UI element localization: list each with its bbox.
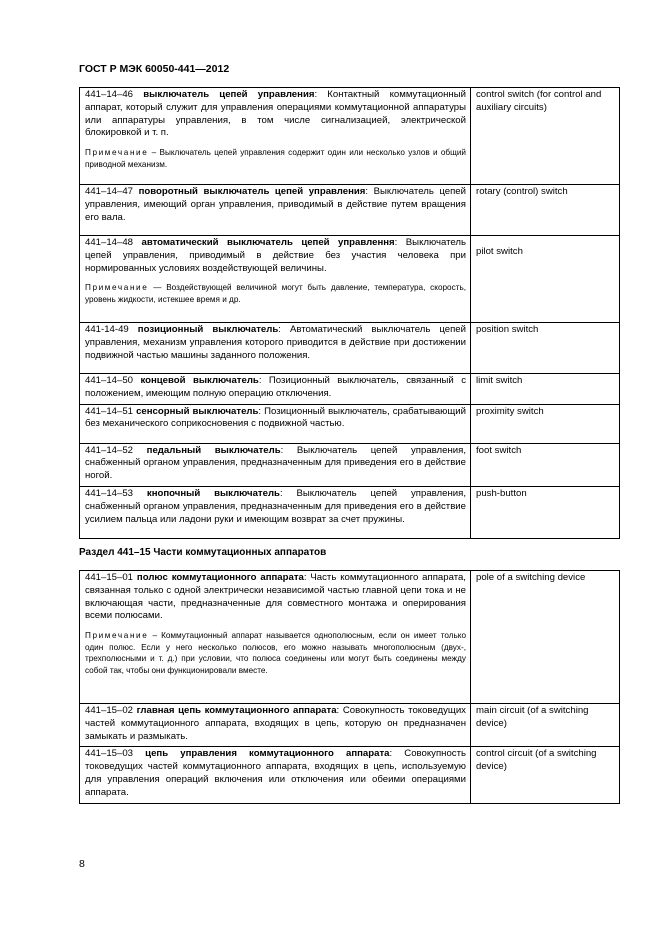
english-term: pilot switch	[476, 246, 523, 257]
term-code: 441–15–02	[85, 705, 134, 716]
term-name: главная цепь коммутационного аппарата	[136, 705, 337, 716]
english-term-cell: limit switch	[471, 374, 620, 405]
term-definition: : Совокупность токоведущих частей коммутационного аппарата, входящих в цепь, которую он предназначен замыкать и размыкать.	[85, 705, 466, 742]
table-row	[80, 486, 620, 538]
terms-table-441-15	[79, 570, 620, 804]
term-name: полюс коммутационного аппарата	[136, 572, 304, 583]
english-term-cell: rotary (control) switch	[471, 185, 620, 236]
english-term-cell: position switch	[471, 323, 620, 374]
english-term-cell: foot switch	[471, 443, 620, 486]
term-definition: : Позиционный выключатель, связанный с положением, имеющим полную операцию отключения.	[85, 375, 466, 399]
term-code: 441–14–52	[85, 444, 134, 456]
term-code: 441–14–48	[85, 237, 134, 248]
table-row	[80, 571, 620, 704]
term-code: 441–14–47	[85, 186, 134, 197]
english-term-cell: pole of a switching device	[471, 571, 620, 704]
term-definition: : Совокупность токоведущих частей коммутационного аппарата, входящих в цепь, используемую для управления операций включения или отключения или обеими операциями аппарата.	[85, 748, 466, 798]
term-cell	[80, 571, 471, 704]
term-code: 441–14–46	[85, 89, 134, 100]
term-code: 441–15–03	[85, 748, 134, 760]
english-term-cell	[471, 236, 620, 323]
table-row	[80, 185, 620, 236]
section-title: Раздел 441–15 Части коммутационных аппаратов	[79, 547, 327, 558]
table-row	[80, 236, 620, 323]
term-cell	[80, 747, 471, 803]
note-text: — Воздействующей величиной могут быть давление, температура, скорость, уровень жидкости, истекшее время и др.	[85, 283, 466, 304]
term-name: автоматический выключатель цепей управлення	[141, 237, 395, 248]
term-code: 441-14-49	[85, 324, 129, 335]
term-name: концевой выключатель	[140, 375, 259, 386]
term-cell	[80, 88, 471, 185]
term-cell	[80, 704, 471, 747]
english-term-cell: control circuit (of a switching device)	[471, 747, 620, 803]
table-row	[80, 323, 620, 374]
term-definition: : Выключатель цепей управления, имеющий орган управления, приводимый в действие путем вращения его вала.	[85, 186, 466, 223]
term-cell	[80, 236, 471, 323]
note-text: – Выключатель цепей управления содержит один или несколько узлов и общий приводной механизм.	[85, 148, 466, 169]
term-code: 441–14–50	[85, 375, 134, 386]
term-cell	[80, 404, 471, 443]
term-code: 441–14–51	[85, 405, 134, 417]
term-code: 441–15–01	[85, 572, 134, 583]
english-term-cell: main circuit (of a switching device)	[471, 704, 620, 747]
term-name: кнопочный выключатель	[146, 487, 280, 499]
note-label: Примечание	[85, 631, 149, 641]
term-name: цепь управления коммутационного аппарата	[145, 748, 390, 760]
page-number: 8	[79, 858, 85, 870]
term-note	[85, 630, 466, 676]
term-code: 441–14–53	[85, 487, 134, 499]
term-name: педальный выключатель	[146, 444, 281, 456]
table-row	[80, 747, 620, 803]
document-header: ГОСТ Р МЭК 60050-441—2012	[79, 63, 230, 75]
term-definition: : Выключатель цепей управления, снабженный органом управления, предназначенным для приведения его в действие ногой.	[85, 444, 466, 482]
term-name: выключатель цепей управления	[143, 89, 315, 100]
term-cell	[80, 374, 471, 405]
table-row	[80, 88, 620, 185]
term-name: позиционный выключатель	[137, 324, 279, 335]
term-note	[85, 147, 466, 170]
note-text: – Коммутационный аппарат называется однополюсным, если он имеет только один полюс. Если у него несколько полюсов, его можно называть многополюсным (двух-, трехполюсными и т. д.) при условии, что полюса соединены или могут быть соединены между собой так, чтобы они функционировали вместе.	[85, 631, 466, 675]
term-name: поворотный выключатель цепей управления	[138, 186, 366, 197]
term-definition: : Часть коммутационного аппарата, связанная только с одной электрически независимой частью главной цепи тока и не включающая части, предназначенные для совместного монтажа и оперирования всеми полюсами.	[85, 572, 466, 622]
term-cell	[80, 443, 471, 486]
term-definition: : Контактный коммутационный аппарат, который служит для управления операциями коммутационной аппаратуры или аппаратуры управления, в том числе сигнализацией, электрической блокировкой и т. п.	[85, 89, 466, 139]
term-cell	[80, 185, 471, 236]
term-definition: : Автоматический выключатель цепей управления, механизм управления которого приводится в действие при достижении подвижной частью машины заданного положения.	[85, 324, 466, 361]
term-note	[85, 282, 466, 305]
term-definition: : Выключатель цепей управления, приводимый в действие без участия человека при нормированных условиях воздействующей величины.	[85, 237, 466, 274]
term-definition: : Выключатель цепей управления, снабженный органом управления, предназначенным для приведения его в действие усилием пальца или ладони руки и имеющим возврат за счет пружины.	[85, 487, 467, 525]
english-term-cell: control switch (for control and auxiliary circuits)	[471, 88, 620, 185]
table-row	[80, 404, 620, 443]
term-definition: : Позиционный выключатель, срабатывающий без механического соприкосновения с подвижной частью.	[85, 405, 466, 430]
table-row	[80, 704, 620, 747]
term-cell	[80, 323, 471, 374]
table-row	[80, 443, 620, 486]
note-label: Примечание	[85, 283, 149, 293]
term-cell	[80, 486, 471, 538]
english-term-cell: push-button	[471, 486, 620, 538]
term-name: сенсорный выключатель	[136, 405, 259, 417]
note-label: Примечание	[85, 148, 149, 158]
english-term-cell: proximity switch	[471, 404, 620, 443]
terms-table-441-14	[79, 87, 620, 539]
table-row	[80, 374, 620, 405]
